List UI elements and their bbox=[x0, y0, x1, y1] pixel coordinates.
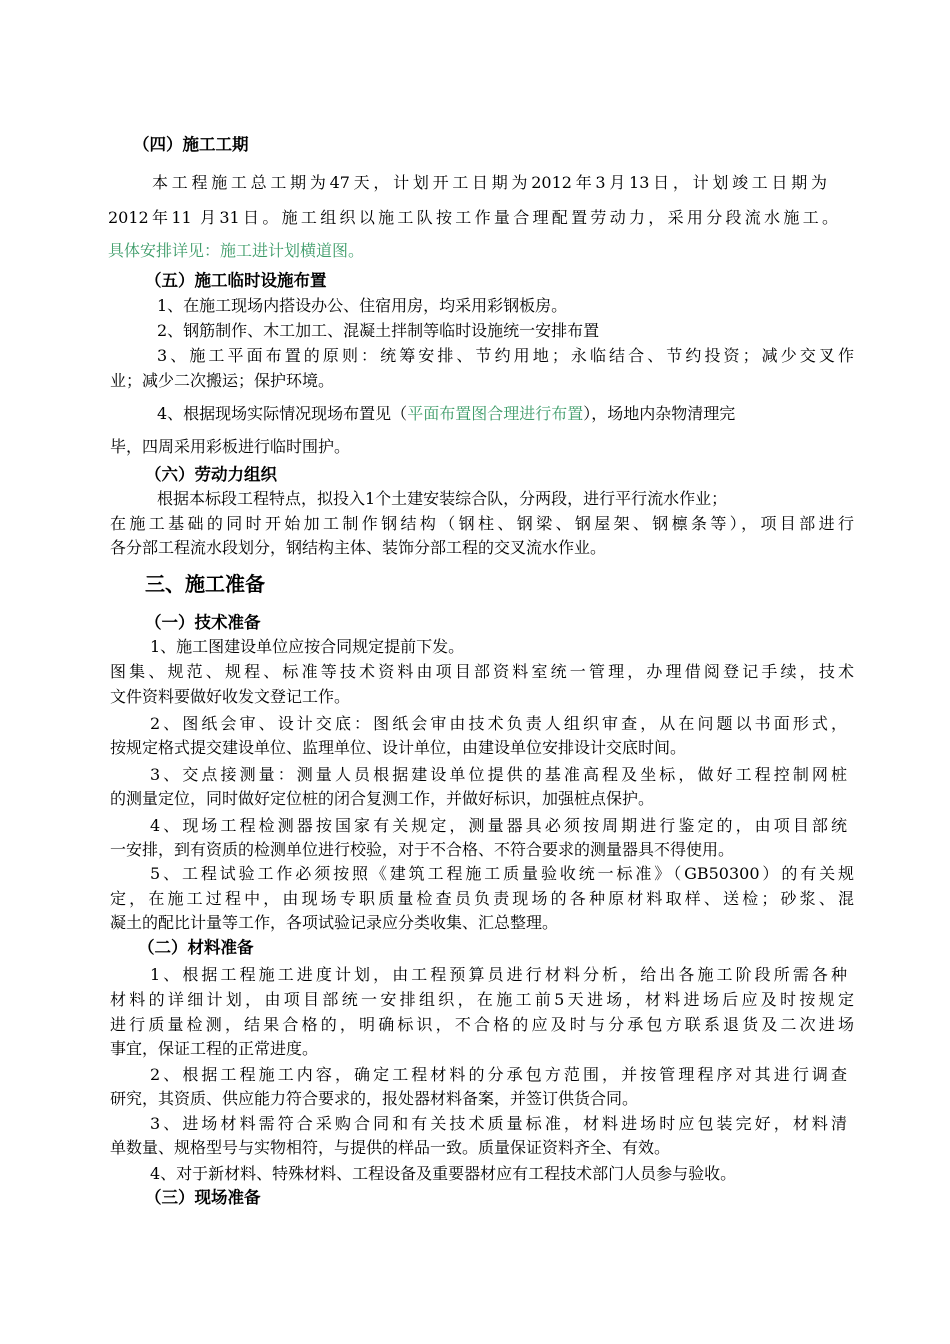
section5-item3-line2: 业；减少二次搬运；保护环境。 bbox=[110, 371, 335, 390]
tech-item1b-line1: 图集、规范、规程、标准等技术资料由项目部资料室统一管理，办理借阅登记手续，技术 bbox=[110, 662, 854, 681]
tech-item5-line1: 5、工程试验工作必须按照《建筑工程施工质量验收统一标准》（GB50300）的有关规 bbox=[150, 864, 854, 883]
tech-item2-line1: 2、图纸会审、设计交底：图纸会审由技术负责人组织审查，从在问题以书面形式， bbox=[150, 714, 847, 733]
tech-item1: 1、施工图建设单位应按合同规定提前下发。 bbox=[150, 637, 465, 656]
tech-item4-line2: 一安排，到有资质的检测单位进行校验，对于不合格、不符合要求的测量器具不得使用。 bbox=[110, 840, 735, 859]
material-item2-line1: 2、根据工程施工内容，确定工程材料的分承包方范围，并按管理程序对其进行调查 bbox=[150, 1065, 847, 1084]
tech-item5-line3: 凝土的配比计量等工作，各项试验记录应分类收集、汇总整理。 bbox=[110, 913, 559, 932]
section4-para-line1: 本工程施工总工期为47天，计划开工日期为2012年3月13日，计划竣工日期为 bbox=[152, 173, 827, 192]
material-item1-line3: 进行质量检测，结果合格的，明确标识，不合格的应及时与分承包方联系退货及二次进场 bbox=[110, 1015, 854, 1034]
material-item1-line4: 事宜，保证工程的正常进度。 bbox=[110, 1039, 319, 1058]
material-item4: 4、对于新材料、特殊材料、工程设备及重要器材应有工程技术部门人员参与验收。 bbox=[150, 1164, 737, 1183]
tech-item3-line1: 3、交点接测量：测量人员根据建设单位提供的基准高程及坐标，做好工程控制网桩 bbox=[150, 765, 847, 784]
section6-line2: 在施工基础的同时开始加工制作钢结构（钢柱、钢梁、钢屋架、钢檩条等），项目部进行 bbox=[110, 514, 854, 533]
material-heading: （二）材料准备 bbox=[138, 938, 254, 957]
section5-item2: 2、钢筋制作、木工加工、混凝土拌制等临时设施统一安排布置 bbox=[157, 321, 600, 340]
section4-para-line2: 2012年11 月31日。施工组织以施工队按工作量合理配置劳动力，采用分段流水施工。 bbox=[108, 208, 838, 227]
section5-item3-line1: 3、施工平面布置的原则：统筹安排、节约用地；永临结合、节约投资；减少交叉作 bbox=[157, 346, 854, 365]
section4-para-line3: 具体安排详见：施工进计划横道图。 bbox=[108, 241, 365, 260]
section6-line3: 各分部工程流水段划分，钢结构主体、装饰分部工程的交叉流水作业。 bbox=[110, 538, 607, 557]
section5-item4-link-text: 平面布置图合理进行布置 bbox=[407, 404, 584, 423]
section5-item4-line2: 毕，四周采用彩板进行临时围护。 bbox=[110, 437, 351, 456]
material-item1-line1: 1、根据工程施工进度计划，由工程预算员进行材料分析，给出各施工阶段所需各种 bbox=[150, 965, 847, 984]
material-item3-line1: 3、进场材料需符合采购合同和有关技术质量标准，材料进场时应包装完好，材料清 bbox=[150, 1114, 847, 1133]
section6-line1: 根据本标段工程特点，拟投入1个土建安装综合队，分两段，进行平行流水作业； bbox=[157, 489, 728, 508]
tech-item3-line2: 的测量定位，同时做好定位桩的闭合复测工作，并做好标识，加强桩点保护。 bbox=[110, 789, 655, 808]
section4-heading: （四）施工工期 bbox=[133, 135, 249, 154]
section5-item4-line1 bbox=[157, 403, 735, 425]
tech-heading: （一）技术准备 bbox=[145, 613, 261, 632]
tech-item2-line2: 按规定格式提交建设单位、监理单位、设计单位，由建设单位安排设计交底时间。 bbox=[110, 738, 687, 757]
tech-item5-line2: 定，在施工过程中，由现场专职质量检查员负责现场的各种原材料取样、送检；砂浆、混 bbox=[110, 889, 854, 908]
site-heading: （三）现场准备 bbox=[145, 1188, 261, 1207]
section5-item1: 1、在施工现场内搭设办公、住宿用房，均采用彩钢板房。 bbox=[157, 296, 568, 315]
material-item2-line2: 研究，其资质、供应能力符合要求的，报处器材料备案，并签订供货合同。 bbox=[110, 1089, 639, 1108]
material-item3-line2: 单数量、规格型号与实物相符，与提供的样品一致。质量保证资料齐全、有效。 bbox=[110, 1138, 671, 1157]
section5-item4-text-c: ），场地内杂物清理完 bbox=[583, 404, 736, 423]
section6-heading: （六）劳动力组织 bbox=[145, 465, 277, 484]
tech-item4-line1: 4、现场工程检测器按国家有关规定，测量器具必须按周期进行鉴定的，由项目部统 bbox=[150, 816, 847, 835]
chapter3-heading: 三、施工准备 bbox=[145, 572, 265, 596]
tech-item1b-line2: 文件资料要做好收发文登记工作。 bbox=[110, 687, 351, 706]
section5-item4-text-a: 4、根据现场实际情况现场布置见（ bbox=[157, 404, 408, 423]
section5-heading: （五）施工临时设施布置 bbox=[145, 271, 327, 290]
material-item1-line2: 材料的详细计划，由项目部统一安排组织，在施工前5天进场，材料进场后应及时按规定 bbox=[110, 990, 854, 1009]
